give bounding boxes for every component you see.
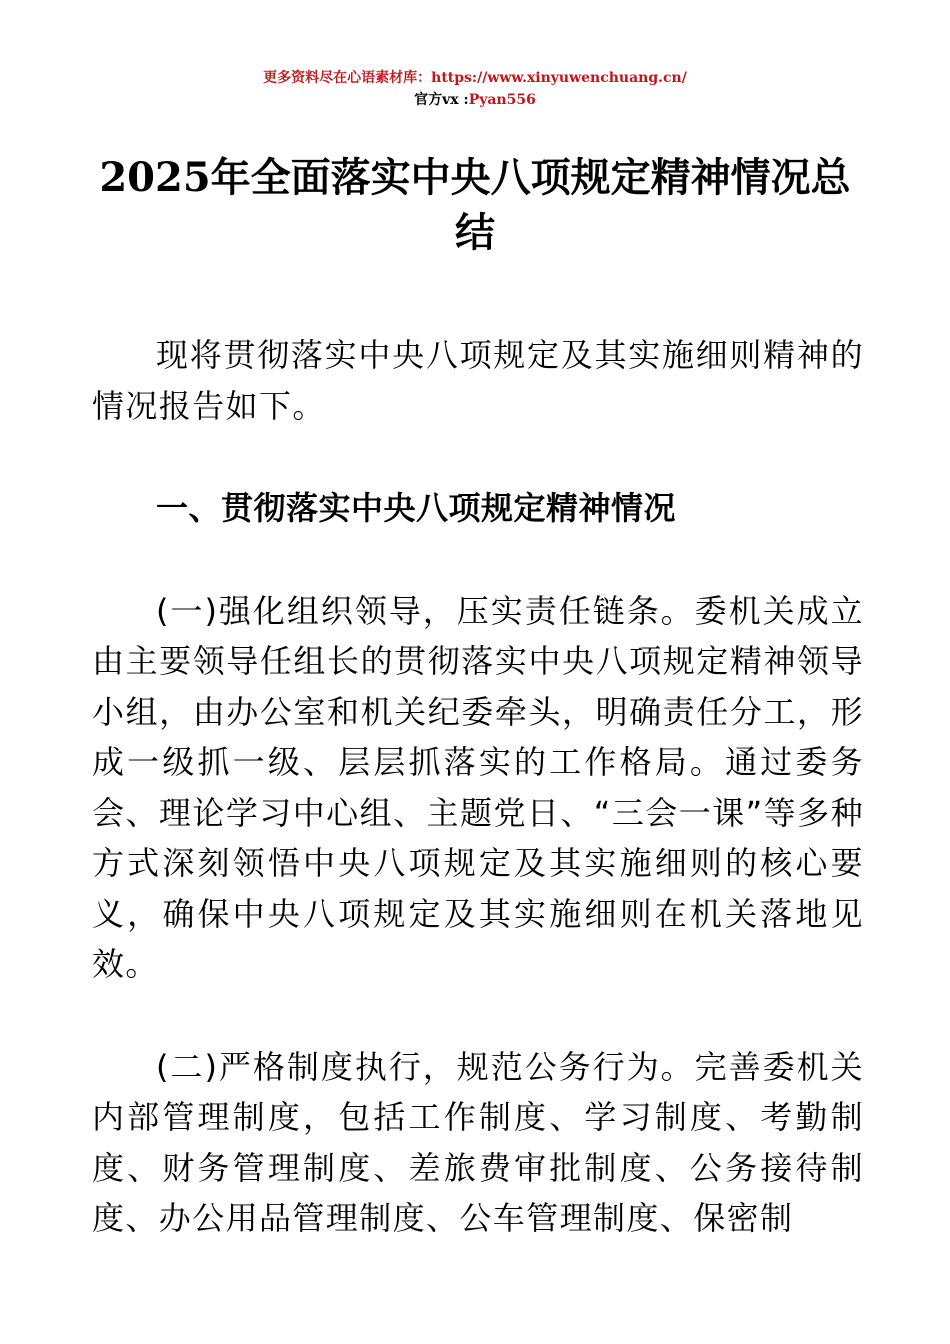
spacer [92,534,864,586]
section-heading: 一、贯彻落实中央八项规定精神情况 [156,489,677,527]
header-source-line: 更多资料尽在心语素材库：https://www.xinyuwenchuang.cn/ [263,70,687,86]
document-body [92,330,864,1244]
header-contact-label: 官方vx : [414,92,469,108]
spacer [92,431,864,483]
body-paragraph-1: (一)强化组织领导，压实责任链条。委机关成立由主要领导任组长的贯彻落实中央八项规定精神领导小组，由办公室和机关纪委牵头，明确责任分工，形成一级抓一级、层层抓落实的工作格局。通过委务会、理论学习中心组、主题党日、“三会一课”等多种方式深刻领悟中央八项规定及其实施细则的核心要义，确保中央八项规定及其实施细则在机关落地见效。 [92,591,864,983]
body-paragraph-2: (二)严格制度执行，规范公务行为。完善委机关内部管理制度，包括工作制度、学习制度、考勤制度、财务管理制度、差旅费审批制度、公务接待制度、办公用品管理制度、公车管理制度、保密制 [92,1047,864,1237]
document-title: 2025年全面落实中央八项规定精神情况总结 [99,154,851,256]
header-contact-value: Pyan556 [468,92,536,108]
spacer [92,990,864,1042]
watermark-header [0,68,950,110]
header-contact-line [0,90,950,110]
intro-paragraph: 现将贯彻落实中央八项规定及其实施细则精神的情况报告如下。 [92,336,864,425]
